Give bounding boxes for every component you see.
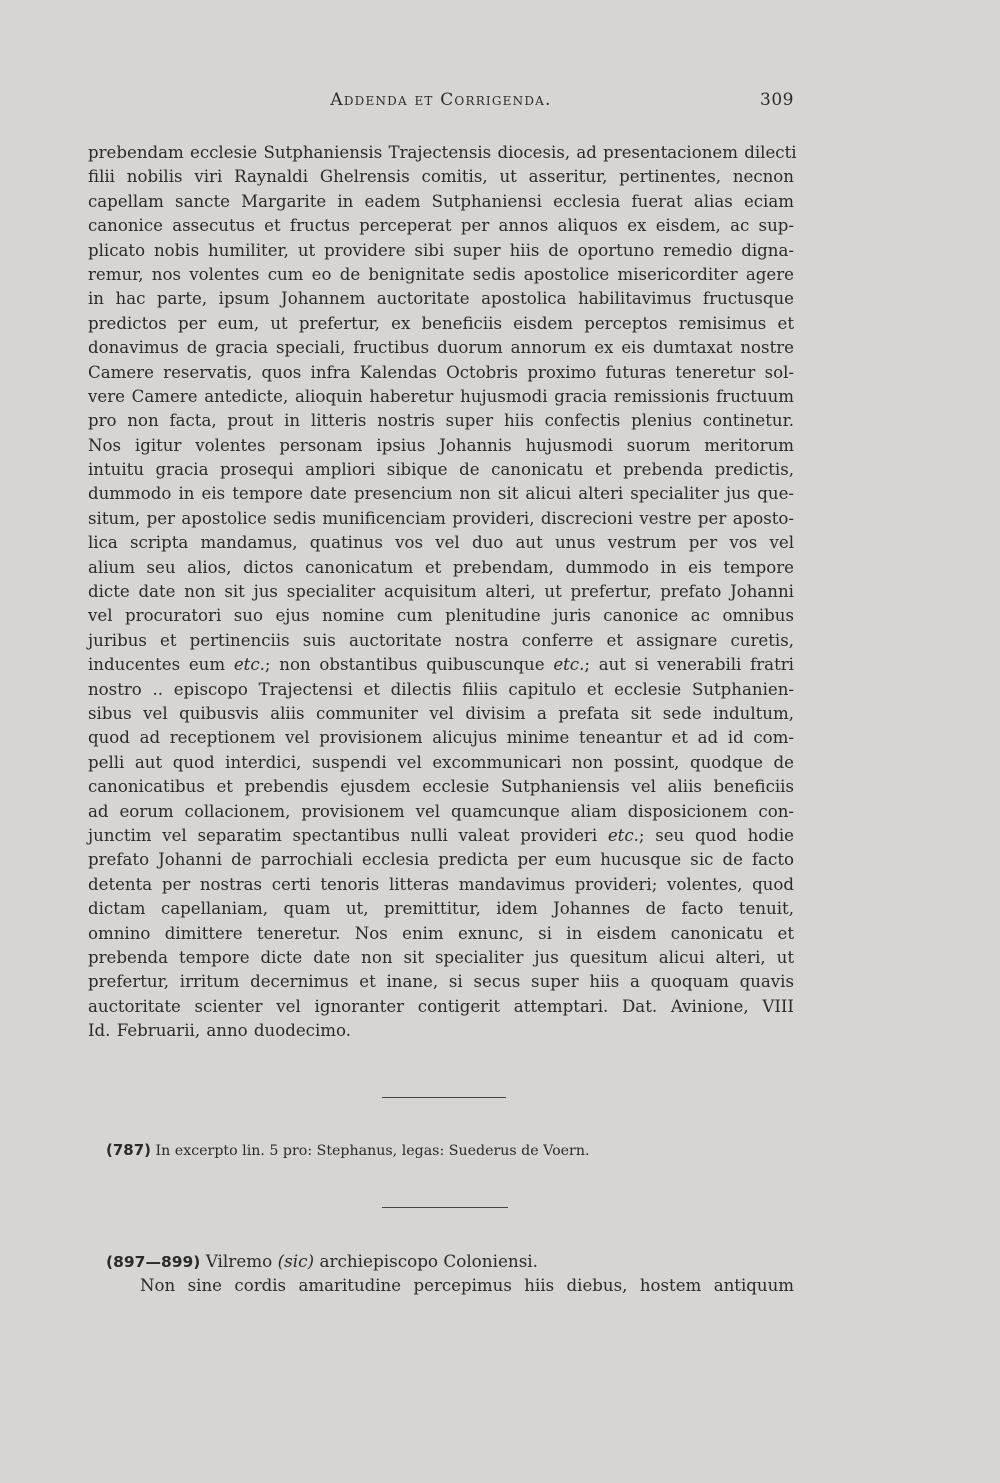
- text-line: Camere reservatis, quos infra Kalendas Octobris proximo futuras teneretur sol-: [88, 362, 794, 382]
- section-divider: [382, 1097, 506, 1098]
- page-number: 309: [760, 90, 794, 110]
- text-line: situm, per apostolice sedis munificenciam provideri, discrecioni vestre per aposto-: [88, 508, 794, 528]
- text-line: dummodo in eis tempore date presencium non sit alicui alteri specialiter jus que-: [88, 484, 794, 504]
- text-line: vel procuratori suo ejus nomine cum plenitudine juris canonice ac omnibus: [88, 606, 794, 626]
- text-line: inducentes eum etc.; non obstantibus quibuscunque etc.; aut si venerabili fratri: [88, 655, 794, 675]
- text-line: dicte date non sit jus specialiter acquisitum alteri, ut prefertur, prefato Johanni: [88, 582, 794, 602]
- text-line: nostro .. episcopo Trajectensi et dilectis filiis capitulo et ecclesie Sutphanien-: [88, 679, 794, 699]
- text-line: donavimus de gracia speciali, fructibus duorum annorum ex eis dumtaxat nostre: [88, 338, 794, 358]
- text-line: canonicatibus et prebendis ejusdem ecclesie Sutphaniensis vel aliis beneficiis: [88, 777, 794, 797]
- correction-note-text: In excerpto lin. 5 pro: Stephanus, legas: Suederus de Voern.: [155, 1143, 590, 1159]
- correction-note: [106, 1138, 796, 1163]
- correction-note-number: (787): [106, 1141, 152, 1159]
- text-line: prebendam ecclesie Sutphaniensis Trajectensis diocesis, ad presentacionem dilecti: [88, 143, 797, 162]
- next-entry-addressee: archiepiscopo Coloniensi.: [319, 1251, 539, 1271]
- text-line: junctim vel separatim spectantibus nulli valeat provideri etc.; seu quod hodie: [88, 825, 794, 845]
- sic-marker: (sic): [277, 1251, 315, 1271]
- running-title: Addenda et Corrigenda.: [330, 90, 552, 110]
- text-line: detenta per nostras certi tenoris litteras mandavimus provideri; volentes, quod: [88, 874, 794, 894]
- next-entry-heading: [88, 1249, 794, 1274]
- text-line: canonice assecutus et fructus perceperat per annos aliquos ex eisdem, ac sup-: [88, 216, 794, 236]
- text-line: sibus vel quibusvis aliis communiter vel divisim a prefata sit sede indultum,: [88, 703, 794, 723]
- text-line: prefertur, irritum decernimus et inane, si secus super hiis a quoquam quavis: [88, 972, 794, 992]
- text-line: juribus et pertinenciis suis auctoritate nostra conferre et assignare curetis,: [88, 630, 794, 650]
- next-entry-number: (897—899): [106, 1253, 201, 1271]
- text-line: in hac parte, ipsum Johannem auctoritate apostolica habilitavimus fructusque: [88, 289, 794, 309]
- text-line: capellam sancte Margarite in eadem Sutphaniensi ecclesia fuerat alias eciam: [88, 191, 794, 211]
- main-text-block: [88, 141, 797, 1043]
- text-line: omnino dimittere teneretur. Nos enim exnunc, si in eisdem canonicatu et: [88, 923, 794, 943]
- text-line: dictam capellaniam, quam ut, premittitur, idem Johannes de facto tenuit,: [88, 899, 794, 919]
- next-entry: [88, 1249, 794, 1298]
- next-entry-name: Vilremo: [205, 1251, 273, 1271]
- running-head: [88, 90, 794, 114]
- next-entry-first-line: Non sine cordis amaritudine percepimus hiis diebus, hostem antiquum: [140, 1275, 794, 1295]
- text-line: remur, nos volentes cum eo de benignitate sedis apostolice misericorditer agere: [88, 264, 794, 284]
- text-line: alium seu alios, dictos canonicatum et prebendam, dummodo in eis tempore: [88, 557, 794, 577]
- text-line: prebenda tempore dicte date non sit specialiter jus quesitum alicui alteri, ut: [88, 947, 794, 967]
- text-line: prefato Johanni de parrochiali ecclesia predicta per eum hucusque sic de facto: [88, 850, 794, 870]
- text-line: plicato nobis humiliter, ut providere sibi super hiis de oportuno remedio digna-: [88, 240, 794, 260]
- text-line: ad eorum collacionem, provisionem vel quamcunque aliam disposicionem con-: [88, 801, 794, 821]
- text-line: pelli aut quod interdici, suspendi vel excommunicari non possint, quodque de: [88, 752, 794, 772]
- text-line: pro non facta, prout in litteris nostris super hiis confectis plenius continetur.: [88, 411, 794, 431]
- section-divider: [382, 1207, 508, 1208]
- text-line: quod ad receptionem vel provisionem alicujus minime teneantur et ad id com-: [88, 728, 794, 748]
- text-line: intuitu gracia prosequi ampliori sibique de canonicatu et prebenda predictis,: [88, 460, 794, 480]
- text-line: predictos per eum, ut prefertur, ex beneficiis eisdem perceptos remisimus et: [88, 313, 794, 333]
- text-line: Nos igitur volentes personam ipsius Johannis hujusmodi suorum meritorum: [88, 435, 794, 455]
- text-line: filii nobilis viri Raynaldi Ghelrensis comitis, ut asseritur, pertinentes, necnon: [88, 167, 794, 187]
- text-line: lica scripta mandamus, quatinus vos vel duo aut unus vestrum per vos vel: [88, 533, 794, 553]
- text-line: auctoritate scienter vel ignoranter contigerit attemptari. Dat. Avinione, VIII: [88, 996, 794, 1016]
- text-line: vere Camere antedicte, alioquin haberetur hujusmodi gracia remissionis fructuum: [88, 386, 794, 406]
- text-line: Id. Februarii, anno duodecimo.: [88, 1021, 351, 1041]
